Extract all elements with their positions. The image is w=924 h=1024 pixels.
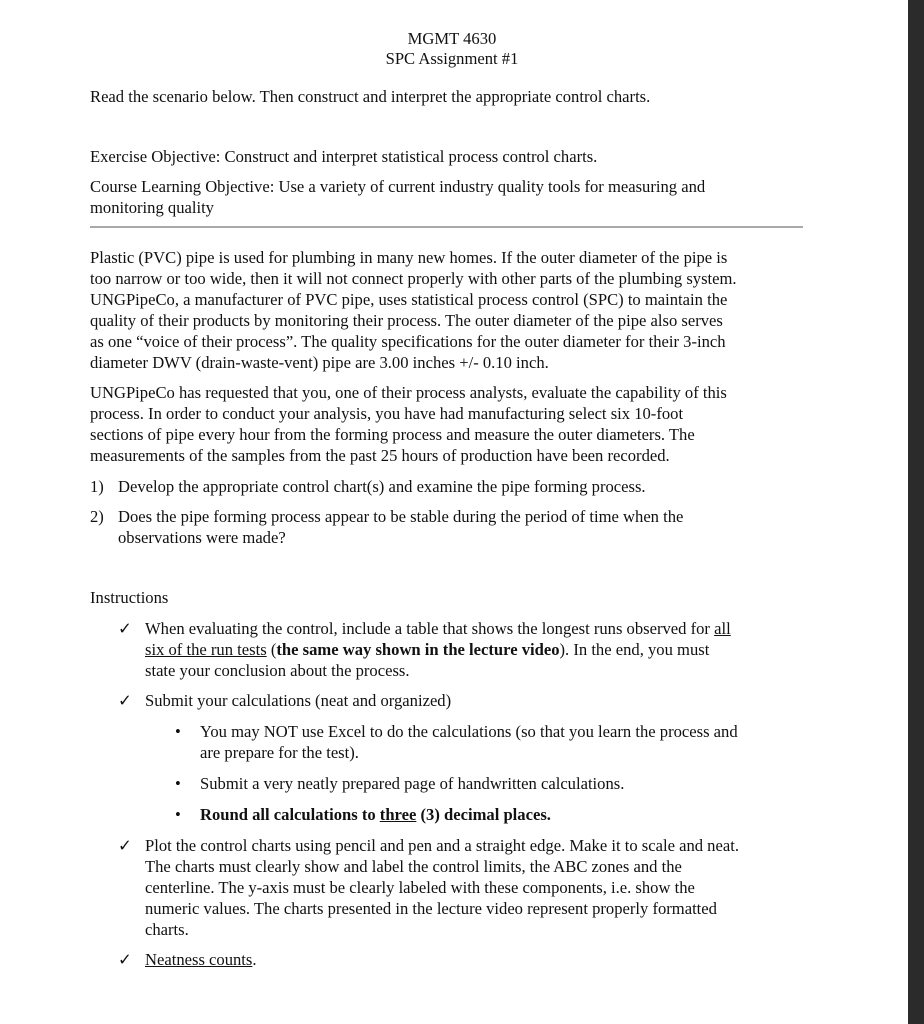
underlined-text: all [714,619,731,638]
underlined-text: Neatness counts [145,950,253,969]
text-line: sections of pipe every hour from the forming process and measure the outer diameters. The [90,425,695,444]
instruction-item-4 [145,949,257,970]
text-line: are prepare for the test). [200,743,359,762]
bullet-icon: • [175,722,181,741]
instruction-item-1 [145,618,731,681]
check-icon: ✓ [118,836,132,855]
text-line: Does the pipe forming process appear to be stable during the period of time when the [118,507,684,526]
instruction-item-2: Submit your calculations (neat and organized) [145,691,452,710]
text-line: diameter DWV (drain-waste-vent) pipe are 3.00 inches +/- 0.10 inch. [90,353,549,372]
text-line: process. In order to conduct your analysis, you have had manufacturing select six 10-foot [90,404,684,423]
text-line: Plastic (PVC) pipe is used for plumbing in many new homes. If the outer diameter of the pipe is [90,248,728,267]
question-1: Develop the appropriate control chart(s) and examine the pipe forming process. [118,477,646,496]
text-line: UNGPipeCo has requested that you, one of their process analysts, evaluate the capability of this [90,383,727,402]
text-line: UNGPipeCo, a manufacturer of PVC pipe, uses statistical process control (SPC) to maintain the [90,290,728,309]
text-line: state your conclusion about the process. [145,661,410,680]
text-line: numeric values. The charts presented in the lecture video represent properly formatted [145,899,717,918]
scenario-paragraph-2 [90,382,727,466]
bullet-item-3 [200,804,551,825]
bullet-item-2: Submit a very neatly prepared page of handwritten calculations. [200,774,625,793]
divider [90,226,803,228]
text-segment: . [252,950,257,969]
course-objective [90,176,705,218]
text-line: monitoring quality [90,198,214,217]
text-line: Course Learning Objective: Use a variety of current industry quality tools for measuring and [90,177,706,196]
text-line: The charts must clearly show and label the control limits, the ABC zones and the [145,857,682,876]
text-line: observations were made? [118,528,286,547]
text-line: quality of their products by monitoring their process. The outer diameter of the pipe also serves [90,311,723,330]
text-line: as one “voice of their process”. The quality specifications for the outer diameter for their 3-inch [90,332,726,351]
text-segment: ). In the end, you must [559,640,710,659]
bold-text: (3) decimal places. [416,805,551,824]
text-line: too narrow or too wide, then it will not connect properly with other parts of the plumbing system. [90,269,737,288]
exercise-objective: Exercise Objective: Construct and interpret statistical process control charts. [90,147,598,166]
course-code: MGMT 4630 [407,29,497,48]
text-line: You may NOT use Excel to do the calculations (so that you learn the process and [200,722,738,741]
viewer-edge-panel [908,0,924,1024]
text-line: charts. [145,920,189,939]
bold-text: the same way shown in the lecture video [276,640,560,659]
bold-text: Round all calculations to [200,805,380,824]
bullet-icon: • [175,805,181,824]
bullet-icon: • [175,774,181,793]
document-header [0,28,904,69]
scenario-paragraph-1 [90,247,737,373]
underlined-text: six of the run tests [145,640,267,659]
text-line: centerline. The y-axis must be clearly labeled with these components, i.e. show the [145,878,695,897]
check-icon: ✓ [118,619,132,638]
intro-text: Read the scenario below. Then construct and interpret the appropriate control charts. [90,87,651,106]
underlined-text: three [379,805,417,824]
question-2 [118,506,683,548]
text-line: Plot the control charts using pencil and pen and a straight edge. Make it to scale and neat. [145,836,739,855]
text-segment: ( [266,640,277,659]
instructions-heading: Instructions [90,588,169,607]
instruction-item-3 [145,835,739,940]
check-icon: ✓ [118,691,132,710]
text-segment: When evaluating the control, include a table that shows the longest runs observed for [145,619,715,638]
assignment-title: SPC Assignment #1 [385,49,519,68]
bullet-item-1 [200,721,738,763]
check-icon: ✓ [118,950,132,969]
question-1-number: 1) [90,477,104,496]
text-line: measurements of the samples from the past 25 hours of production have been recorded. [90,446,670,465]
question-2-number: 2) [90,507,104,526]
